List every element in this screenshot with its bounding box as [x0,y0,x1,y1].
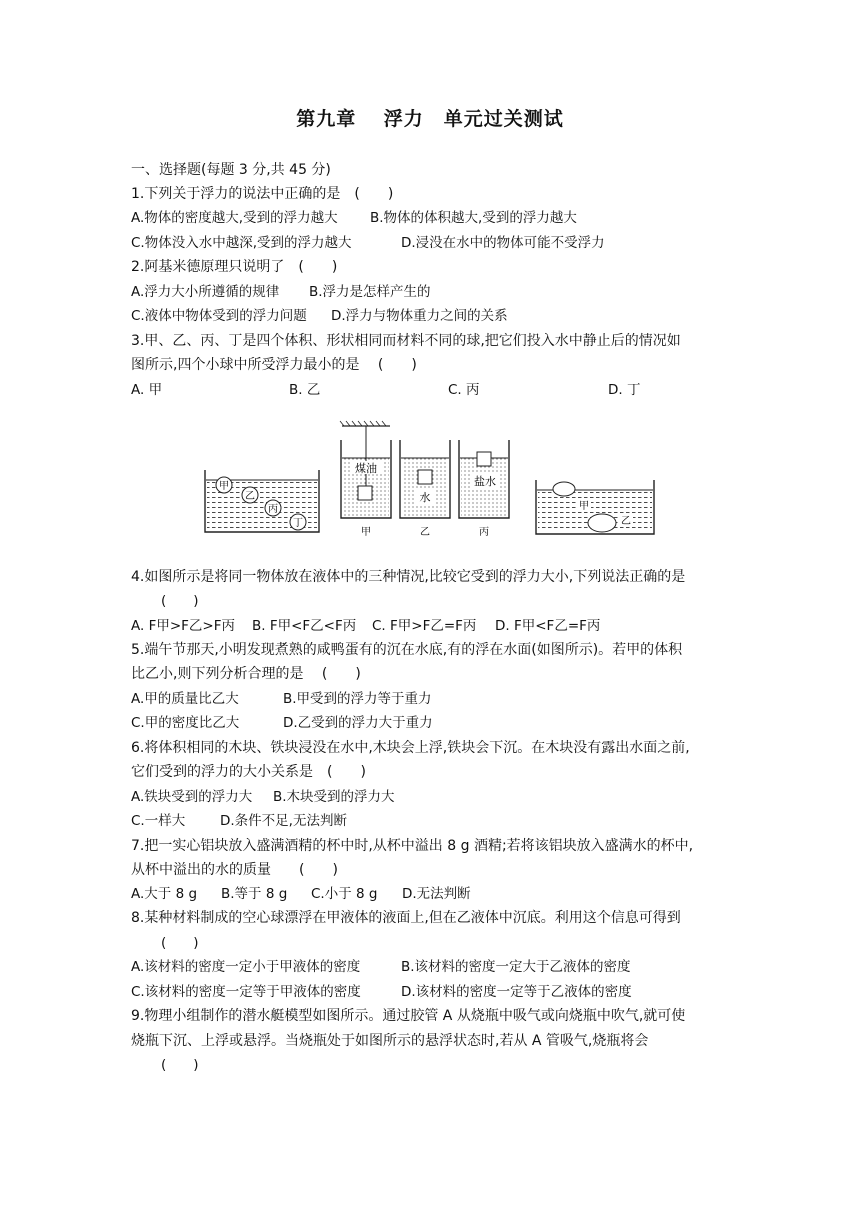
question-7-option-c: C.小于 8 g [311,886,378,902]
figure-row [200,410,670,545]
label-brine: 盐水 [474,475,496,488]
page-title: 第九章 浮力 单元过关测试 [296,108,564,130]
question-6-option-b: B.木块受到的浮力大 [273,789,395,805]
question-5-option-d: D.乙受到的浮力大于重力 [283,715,433,731]
question-9-paren: ( ) [161,1057,199,1073]
question-8-option-c: C.该材料的密度一定等于甲液体的密度 [131,984,361,1000]
question-8-option-b: B.该材料的密度一定大于乙液体的密度 [401,959,631,975]
question-7-stem-line1: 7.把一实心铝块放入盛满酒精的杯中时,从杯中溢出 8 g 酒精;若将该铝块放入盛满水的杯中, [131,838,694,854]
figures-svg [200,410,670,545]
block-yi [418,470,432,484]
question-5-option-a: A.甲的质量比乙大 [131,691,239,707]
question-4-stem: 4.如图所示是将同一物体放在液体中的三种情况,比较它受到的浮力大小,下列说法正确的是 [131,569,686,585]
question-3-stem-line1: 3.甲、乙、丙、丁是四个体积、形状相同而材料不同的球,把它们投入水中静止后的情况如 [131,333,681,349]
question-1-option-b: B.物体的体积越大,受到的浮力越大 [370,210,577,226]
question-5-stem-line2: 比乙小,则下列分析合理的是 ( ) [131,666,361,682]
question-7-option-b: B.等于 8 g [221,886,288,902]
question-2-option-b: B.浮力是怎样产生的 [309,284,431,300]
figure-balls-in-water [205,470,319,532]
question-2-stem: 2.阿基米德原理只说明了 ( ) [131,259,338,275]
question-1-stem: 1.下列关于浮力的说法中正确的是 ( ) [131,186,394,202]
water-fill-2 [402,458,448,516]
question-5-stem-line1: 5.端午节那天,小明发现煮熟的咸鸭蛋有的沉在水底,有的浮在水面(如图所示)。若甲的体积 [131,642,683,658]
section-heading: 一、选择题(每题 3 分,共 45 分) [131,162,331,178]
egg-yi [588,514,616,532]
block-bing [477,452,491,466]
question-4-paren: ( ) [161,593,199,609]
question-7-stem-line2: 从杯中溢出的水的质量 ( ) [131,862,338,878]
question-8-stem: 8.某种材料制成的空心球漂浮在甲液体的液面上,但在乙液体中沉底。利用这个信息可得到 [131,910,681,926]
caption-bing: 丙 [479,527,489,538]
label-kerosene: 煤油 [355,462,377,475]
question-2-option-d: D.浮力与物体重力之间的关系 [331,308,508,324]
question-8-option-d: D.该材料的密度一定等于乙液体的密度 [401,984,632,1000]
question-3-stem-line2: 图所示,四个小球中所受浮力最小的是 ( ) [131,357,417,373]
label-egg-jia: 甲 [579,501,589,512]
question-5-option-b: B.甲受到的浮力等于重力 [283,691,432,707]
egg-jia [553,482,575,496]
question-2-option-c: C.液体中物体受到的浮力问题 [131,308,307,324]
caption-yi: 乙 [420,527,430,538]
ceiling-hatch [340,421,386,426]
question-7-option-d: D.无法判断 [402,886,471,902]
figure-eggs-in-water [536,480,654,534]
question-6-stem-line2: 它们受到的浮力的大小关系是 ( ) [131,764,366,780]
question-9-stem-line2: 烧瓶下沉、上浮或悬浮。当烧瓶处于如图所示的悬浮状态时,若从 A 管吸气,烧瓶将会 [131,1033,649,1049]
caption-jia: 甲 [361,527,371,538]
question-3-option-d: D. 丁 [608,382,641,398]
question-1-option-a: A.物体的密度越大,受到的浮力越大 [131,210,338,226]
ball-label-ding: 丁 [293,518,303,529]
question-4-option-c: C. F甲>F乙=F丙 [372,618,477,634]
question-6-option-d: D.条件不足,无法判断 [220,813,347,829]
question-3-option-b: B. 乙 [289,382,321,398]
question-4-option-a: A. F甲>F乙>F丙 [131,618,235,634]
question-8-option-a: A.该材料的密度一定小于甲液体的密度 [131,959,361,975]
question-6-option-c: C.一样大 [131,813,186,829]
question-8-paren: ( ) [161,935,199,951]
label-egg-yi: 乙 [621,516,631,527]
question-4-option-d: D. F甲<F乙=F丙 [495,618,601,634]
question-1-option-c: C.物体没入水中越深,受到的浮力越大 [131,235,352,251]
question-6-stem-line1: 6.将体积相同的木块、铁块浸没在水中,木块会上浮,铁块会下沉。在木块没有露出水面之前, [131,740,690,756]
question-5-option-c: C.甲的密度比乙大 [131,715,240,731]
question-4-option-b: B. F甲<F乙<F丙 [252,618,357,634]
figure-three-liquids [340,421,509,538]
question-2-option-a: A.浮力大小所遵循的规律 [131,284,280,300]
ball-label-jia: 甲 [219,481,229,492]
ball-label-yi: 乙 [245,491,255,502]
question-6-option-a: A.铁块受到的浮力大 [131,789,253,805]
question-1-option-d: D.浸没在水中的物体可能不受浮力 [401,235,605,251]
question-3-option-a: A. 甲 [131,382,163,398]
block-jia [358,486,372,500]
question-3-option-c: C. 丙 [448,382,480,398]
question-7-option-a: A.大于 8 g [131,886,198,902]
ball-label-bing: 丙 [268,504,278,515]
question-9-stem-line1: 9.物理小组制作的潜水艇模型如图所示。通过胶管 A 从烧瓶中吸气或向烧瓶中吹气,就可使 [131,1008,686,1024]
label-water: 水 [419,491,431,504]
